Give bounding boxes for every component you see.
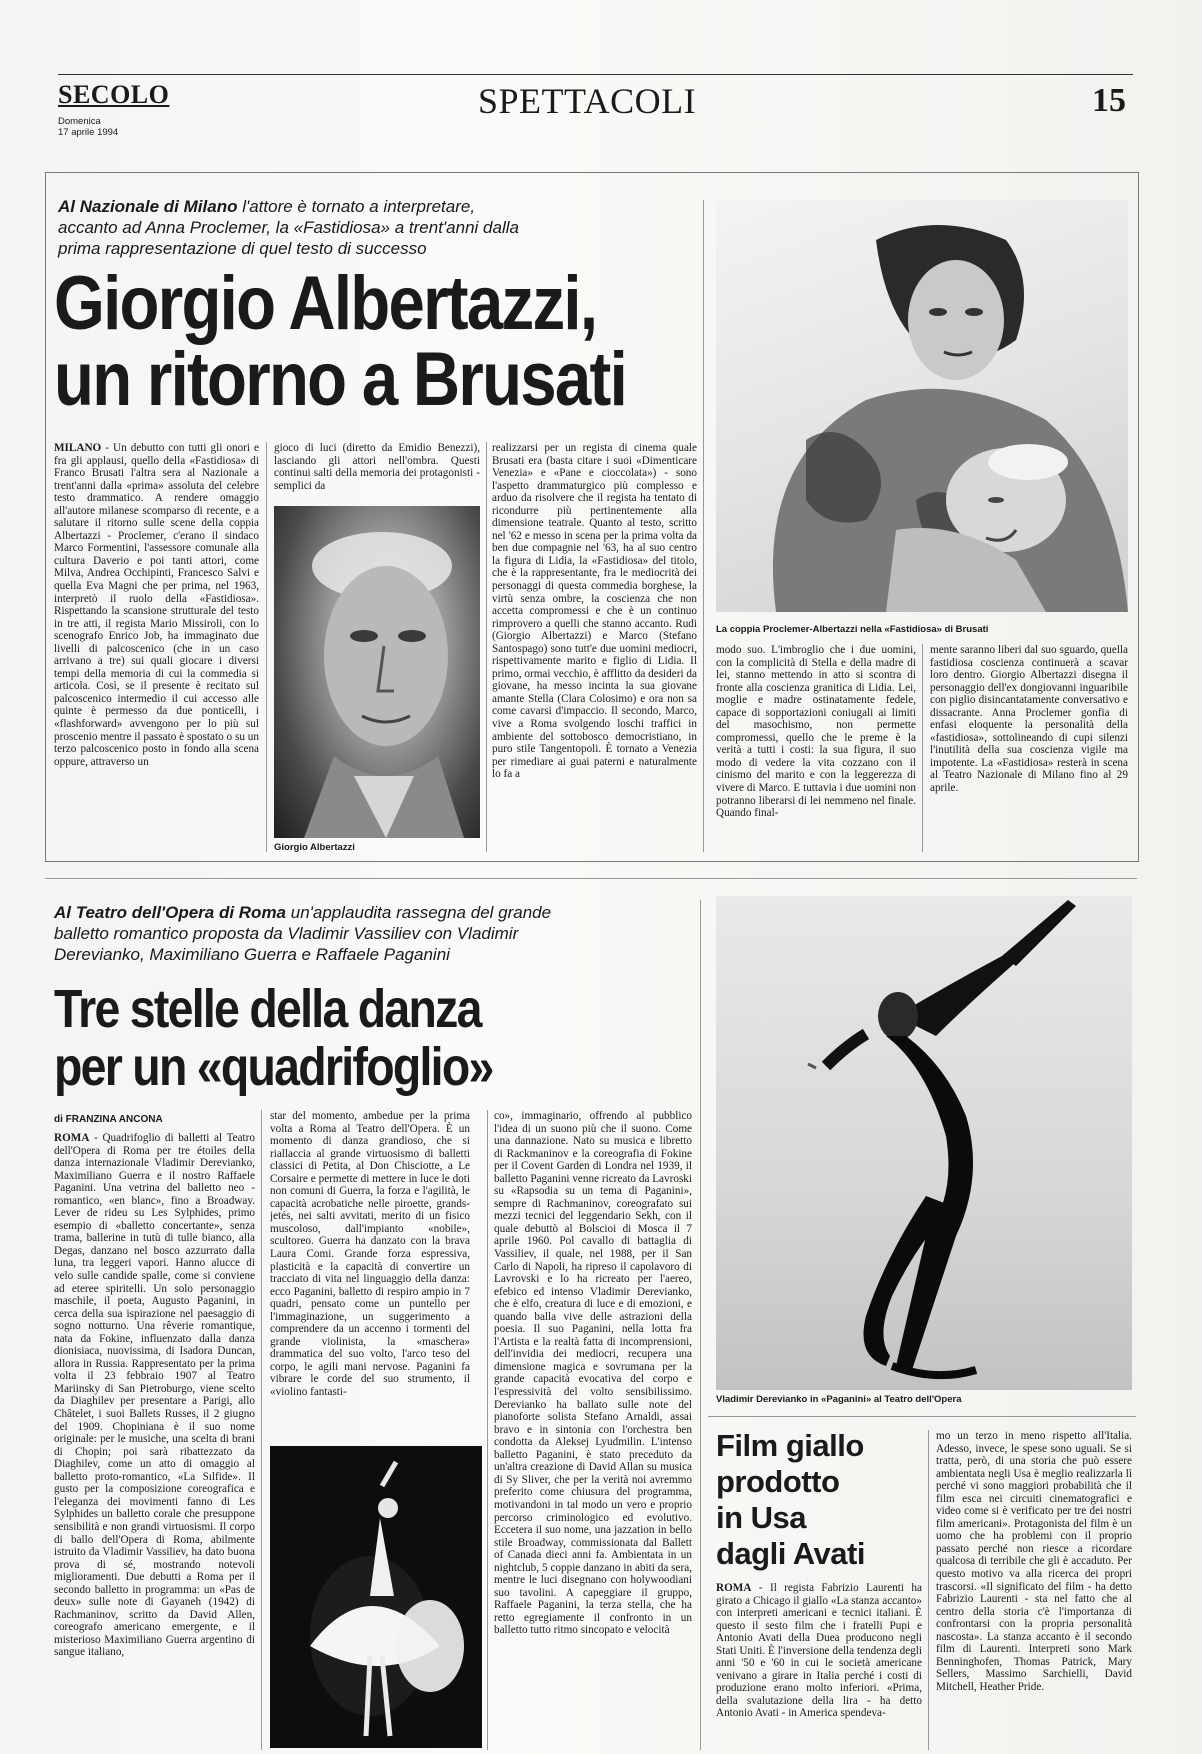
article2-text-col2: star del momento, ambedue per la prima volta a Roma al Teatro dell'Opera. È un momento di danza grandioso, che si riallaccia al grande virtuosismo di balletti classici di Petita, al Don Chisciotte, a Le Corsaire e permette di mettere in luce le doti non comuni di Guerra, la forza e l'agilità, le capacità acrobatiche nelle piroette, grands-jetés, nei salti avvitati, merito di un fisico muscoloso, dall'impianto «nobile», scultoreo. Guerra ha danzato con la brava Laura Comi. Grande forza espressiva, plasticità e la capacità di convertire un tracciato di vita nel linguaggio della danza: ecco Paganini, balletto di respiro ampio in 7 quadri, pensato come un puntello per l'immaginazione, un suggerimento a comprendere da un accenno i tormenti del grande violinista, la «maschera» drammatica del suo volto, l'arco teso del corpo, le agili mani nervose. Paganini fa vibrare le corde del suo strumento, il «violino fantasti- <box>270 1110 470 1399</box>
article1-column1 <box>54 442 259 854</box>
ballerina-photo <box>270 1446 482 1748</box>
column-divider <box>261 1110 262 1750</box>
article1-column5 <box>930 644 1128 852</box>
article2-headline <box>54 980 570 1096</box>
article1-headline-line1: Giorgio Albertazzi, <box>54 261 597 346</box>
article1-column4 <box>716 644 916 852</box>
portrait-caption: Giorgio Albertazzi <box>274 842 355 853</box>
article-separator <box>45 878 1137 879</box>
sidebar-title-line1: Film giallo <box>716 1428 864 1463</box>
column-divider <box>703 200 704 852</box>
issue-date-text: 17 aprile 1994 <box>58 127 119 138</box>
sidebar-text-col1: - Il regista Fabrizio Laurenti ha girato a Chicago il giallo «La stanza accanto» con interpreti americani e tecnici italiani. È questo il sesto film che i fratelli Pupi e Antonio Avati della Duea producono negli Stati Uniti. È l'inversione della tendenza degli anni '50 e '60 in cui le società americane venivano a girare in Italia perché i costi di produzione erano molto inferiori. «Prima, della svalutazione della lira - ha detto Antonio Avati - in America spendeva- <box>716 1582 922 1720</box>
portrait-illustration <box>274 506 480 838</box>
sidebar-title-line4: dagli Avati <box>716 1536 865 1571</box>
article1-column2 <box>274 442 480 492</box>
article2-byline: di FRANZINA ANCONA <box>54 1114 163 1125</box>
issue-day: Domenica <box>58 116 101 127</box>
article1-headline <box>54 261 656 422</box>
article2-kicker-venue: Al Teatro dell'Opera di Roma <box>54 903 287 922</box>
sidebar-top-rule <box>708 1416 1136 1417</box>
article2-headline-line1: Tre stelle della danza <box>54 979 481 1039</box>
newspaper-logo: SECOLO <box>58 80 170 109</box>
article1-text-col2: gioco di luci (diretto da Emidio Benezzi), lasciando gli attori nell'ombra. Questi continui salti della memoria dei protagonisti - semplici da <box>274 442 480 492</box>
sidebar-column2 <box>936 1430 1132 1748</box>
article1-column3 <box>492 442 697 854</box>
sidebar-dateline: ROMA <box>716 1582 752 1594</box>
dancer-illustration <box>716 896 1132 1390</box>
article2-column2 <box>270 1110 470 1440</box>
sidebar-title-line3: in Usa <box>716 1500 807 1535</box>
sidebar-title-line2: prodotto <box>716 1464 840 1499</box>
column-divider <box>487 1110 488 1750</box>
article2-text-col1: - Quadrifoglio di balletti al Teatro dell'Opera di Roma per tre étoiles della danza internazionale Vladimir Derevianko, Maximiliano Guerra e il nostro Raffaele Paganini. Una vetrina del balletto neo - romantico, «en blanc», fino a Broadway. Lever de rideu su Les Sylphides, primo esempio di «balletto concertante», senza trama, ballerine in tutù di tulle bianco, alla Degas, danzano nel bosco azzurrato dalla luna, tra leggeri vapori. Hanno alucce di velo sulle candide spalle, come si conviene ad eteree spiritelli. Un solo personaggio maschile, il poeta, Augusto Paganini, in cerca della sua ispirazione nel paesaggio di sogno notturno. Una rêverie romantique, nata da Fokine, influenzato dalla danza dionisiaca, nuovissima, di Isadora Duncan, allora in Russia. Rappresentato per la prima volta il 23 febbraio 1907 al Teatro Mariinsky di San Pietroburgo, viene scelto da Diaghilev per presentare a Parigi, allo Châtelet, i suoi Ballets Russes, il 2 giugno del 1909. Chopiniana è il suo nome originale: per le musiche, una scelta di brani di Chopin; poi sarà ribattezzato da Diaghilev, come un atto di omaggio al balletto proto-romantico, «La Sılfide». Il gusto per la composizione coreografica e l'eleganza dei movimenti fanno di Les Sylphides un balletto corale che presuppone sensibilità e non grandi virtuosismi. Il corpo di ballo dell'Opera di Roma, abilmente istruito da Vladimir Vassiliev, ha dato buona prova di sé, mostrando notevoli miglioramenti. Due debutti a Roma per il secondo balletto in programma: un «Pas de deux» sulle note di Gayaneh (1942) di Rachmaninov, scritto da David Allen, coreografo americano emergente, e il misterioso Maximiliano Guerra argentino di sangue italiano, <box>54 1132 255 1659</box>
column-divider <box>266 442 267 852</box>
article2-text-col3: co», immaginario, offrendo al pubblico l'idea di un suono più che il suono. Come una dannazione. Nato su musica e libretto di Rackmaninov e la coreografia di Fokine per il Covent Garden di Londra nel 1939, il balletto Paganini venne ricreato da Lavroski su «Rapsodia su un tema di Paganini», sempre di Rachmaninov, coreografato sui mezzi tecnici del leggendario Sekh, con il quale debuttò al Bolscioi di Mosca il 7 aprile 1960. Pol cavallo di battaglia di Vassiliev, il quale, nel 1988, per il San Carlo di Napoli, ha ripreso il capolavoro di Lavrovski e lo ha ricreato per l'aereo, efebico ed intenso Vladimir Derevianko, che è elfo, creatura di luce e di emozioni, e quando balla vive delle astrazioni della poesia. Il suo Paganini, nella lotta fra l'Artista e la realtà fatta di incomprensioni, dell'invidia dei mediocri, recupera una dimensione magica e sovrumana per la grande capacità evocativa del corpo e l'espressività del volto sensibilissimo. Derevianko ha ballato sulle note del pianoforte solista Stefano Arnaldi, assai bravo e in sintonia con l'orchestra ben condotta da Aleksej Lyudmilin. L'intenso balletto Paganini, è stato preceduto da un'altra creazione di David Allan su musica di Sy Sliver, che per la verità noi avremmo preferito come chiusura del programma, motivandoni in tal modo un vero e proprio percorso criminologico ed evolutivo. Eccetera il suo nome, una jazzation in bello stile Broadway, commissionata dal Ballett of Canada dieci anni fa. Ambientata in un nightclub, 5 coppie danzano in abiti da sera, mentre le luci disegnano con holywoodiani suo tavolini. A capeggiare il gruppo, Raffaele Paganini, la terza stella, che ha retto egregiamente il confronto in un balletto tutto ritmo sincopato e velocità <box>494 1110 692 1637</box>
column-divider <box>922 644 923 852</box>
dancer-caption: Vladimir Derevianko in «Paganini» al Teatro dell'Opera <box>716 1394 962 1405</box>
article1-kicker-venue: Al Nazionale di Milano <box>58 197 238 216</box>
derevianko-photo <box>716 896 1132 1390</box>
couple-illustration <box>716 200 1128 612</box>
ballerina-illustration <box>270 1446 482 1748</box>
article1-text-col5: mente saranno liberi dal suo sguardo, quella fastidiosa coscienza continuerà a scavar loro dentro. Giorgio Albertazzi disegna il personaggio dell'ex dongiovanni inguaribile con piglio disincantatamente conversativo e dissacrante. Anna Proclemer gonfia di enfasi eloquente la personalità della «fastidiosa», sottolineando di cupi silenzi l'inutilità della sua coscienza vigile ma impotente. La «Fastidiosa» resterà in scena al Teatro Nazionale di Milano fino al 29 aprile. <box>930 644 1128 795</box>
article2-column1 <box>54 1132 255 1748</box>
column-divider <box>928 1430 929 1750</box>
sidebar-text-col2: mo un terzo in meno rispetto all'Italia. Adesso, invece, le spese sono uguali. Se si tratta, però, di una storia che può essere ambientata negli Usa è meglio realizzarla lì perché vi sono maggiori probabilità che il film esca nei circuiti cinematografici e video come si è verificato per tre dei nostri film americani». Protagonista del film è un uomo che ha problemi con il proprio passato perché non riesce a ricordare qualcosa di terribile che gli è accaduto. Per questo motivo va alla ricerca dei propri trascorsi. «Il significato del film - ha detto Fabrizio Laurenti - sta nel fatto che al centro della storia c'è l'importanza di confrontarsi con la propria personalità nascosta». La stanza accanto è il secondo film di Laurenti. Interpreti sono Mark Benninghofen, Thomas Patrick, Mary Sellers, Massimo Sarchielli, David Mitchell, Heather Pride. <box>936 1430 1132 1693</box>
issue-date <box>58 116 178 138</box>
column-divider <box>486 442 487 852</box>
proclemer-albertazzi-photo <box>716 200 1128 612</box>
article1-kicker-text: l'attore è tornato a interpretare, accanto ad Anna Proclemer, la «Fastidiosa» a trent'anni dalla prima rappresentazione di quel testo di successo <box>58 197 519 258</box>
column-divider <box>700 900 701 1750</box>
article1-kicker <box>58 196 520 259</box>
sidebar-title <box>716 1428 926 1572</box>
article2-kicker <box>54 902 574 965</box>
sidebar-column1 <box>716 1582 922 1748</box>
article1-text-col4: modo suo. L'imbroglio che i due uomini, con la complicità di Stella e della madre di lei, stanno mettendo in atto si scontra di fronte alla coscienza granitica di Lidia. Lei, moglie e madre ostinatamente fedele, capace di sopportazioni coniugali ai limiti del masochismo, non permette compromessi, quello che le preme è la verità a tutti i costi: la sua figura, il suo modo di vedere la vita cozzano con il cinismo del marito e con la leggerezza di vivere di Marco. E tuttavia i due uomini non potranno liberarsi di lei nemmeno nel finale. Quando final- <box>716 644 916 820</box>
article1-text-col3: realizzarsi per un regista di cinema quale Brusati era (basta citare i suoi «Dimenticare Venezia» e «Pane e cioccolata») - sono l'aspetto drammaturgico più complesso e arduo da risolvere che il regista ha tentato di ricondurre più pertinentemente alla dimensione teatrale. Quanto al testo, scritto nel '62 e messo in scena per la prima volta da ben due compagnie nel '63, ha al suo centro la figura di Lidia, la «Fastidiosa» del titolo, che è la rappresentante, fra le mediocrità dei personaggi di questa commedia borghese, la virtù senza ombre, la coscienza che non accetta compromessi e che è un continuo rimprovero a quelli che stanno accanto. Rudi (Giorgio Albertazzi) e Marco (Stefano Santospago) sono tutt'e due uomini mediocri, rispettivamente marito e figlio di Lidia. Il primo, ormai vecchio, è afflitto da desideri da giovane, ha messo incinta la sua giovane amante Stella (Clara Colosimo) e ora non sa come cavarsi d'impaccio. Il secondo, Marco, vive a Roma svolgendo loschi traffici in ambiente del sottobosco democristiano, in puro stile Tangentopoli. È tornato a Venezia per rimediare ai guai paterni e naturalmente lo fa a <box>492 442 697 781</box>
section-title: SPETTACOLI <box>478 81 697 121</box>
page-number: 15 <box>1092 82 1126 119</box>
article1-text-col1: - Un debutto con tutti gli onori e fra gli applausi, quello della «Fastidiosa» di Franco Brusati l'altra sera al Nazionale a trent'anni dalla «prima» assoluta del celebre testo drammatico. A rendere omaggio all'autore milanese scomparso di recente, e a salutare il ritorno sulle scene della coppia Albertazzi - Proclemer, c'erano il sindaco Marco Formentini, l'assessore comunale alla cultura Daverio e poi tanti attori, come Milva, Andrea Occhipinti, Francesco Salvi e quella Eva Magni che per prima, nel 1963, interpretò il ruolo della «Fastidiosa». Rispettando la scansione strutturale del testo in tre atti, il regista Mario Missiroli, con lo scenografo Enrico Job, ha immaginato due livelli di palcoscenico (che in un caso arrivano a tre) sui quali giocare i diversi tempi della memoria di cui la commedia si articola. Così, se il presente è recitato sul palcoscenico intermedio il cui accesso alle quinte è permesso da due ponticelli, i «flashforward» avvengono per lo più sul proscenio mentre il passato è spostato o su un terzo palcoscenico posto in fondo alla scena oppure, attraverso un <box>54 442 259 768</box>
article1-dateline: MILANO <box>54 442 102 454</box>
article1-headline-line2: un ritorno a Brusati <box>54 337 627 422</box>
albertazzi-portrait-photo <box>274 506 480 838</box>
article2-headline-line2: per un «quadrifoglio» <box>54 1037 493 1097</box>
couple-caption: La coppia Proclemer-Albertazzi nella «Fastidiosa» di Brusati <box>716 624 989 635</box>
article2-kicker-text: un'applaudita rassegna del grande balletto romantico proposta da Vladimir Vassiliev con Vladimir Derevianko, Maximiliano Guerra e Raffaele Paganini <box>54 903 552 964</box>
article2-column3 <box>494 1110 692 1748</box>
article2-dateline: ROMA <box>54 1132 90 1144</box>
masthead-rule <box>58 74 1133 75</box>
